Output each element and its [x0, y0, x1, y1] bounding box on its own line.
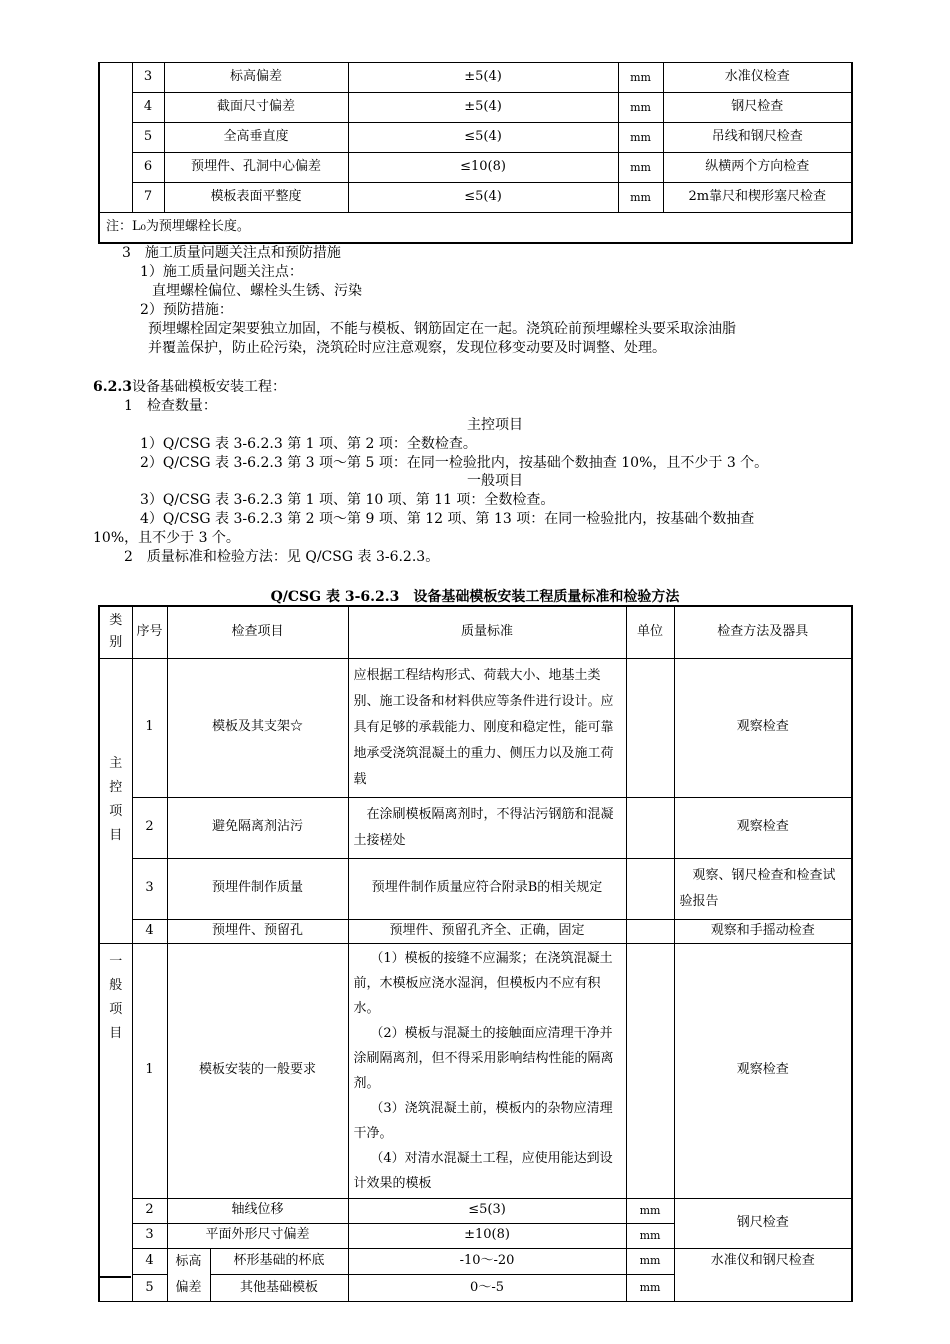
row-no: 1 [132, 943, 167, 1198]
row-method: 观察检查 [674, 943, 852, 1198]
row-method: 钢尺检查 [674, 1198, 852, 1248]
row-method: 2m靠尺和楔形塞尺检查 [663, 183, 852, 213]
section-title-text: 设备基础模板安装工程： [131, 379, 286, 395]
row-method: 观察检查 [674, 658, 852, 797]
row-unit: mm [618, 123, 663, 153]
check-line: 2）Q/CSG 表 3-6.2.3 第 3 项～第 5 项：在同一检验批内，按基础个数抽查 10%，且不少于 3 个。 [140, 455, 769, 471]
elevation-label [167, 1248, 210, 1301]
row-unit [626, 658, 674, 797]
note-row [99, 213, 852, 243]
general-items-label: 一般项目 [467, 473, 523, 489]
section-title [93, 378, 286, 396]
row-standard: ≤5(4) [348, 123, 618, 153]
row-standard: ≤5(3) [348, 1198, 626, 1223]
row-standard: ≤5(4) [348, 183, 618, 213]
check-qty-heading: 1 检查数量： [124, 398, 217, 414]
row-no: 4 [132, 93, 164, 123]
row-no: 3 [132, 1223, 167, 1248]
category-cell [99, 63, 132, 213]
row-standard: 在涂刷模板隔离剂时，不得沾污钢筋和混凝土接槎处 [348, 797, 626, 858]
row-no: 6 [132, 153, 164, 183]
table-row [99, 153, 852, 183]
main-items-label: 主控项目 [467, 417, 523, 433]
row-item: 模板安装的一般要求 [167, 943, 348, 1198]
standard-paragraph: （4）对清水混凝土工程，应使用能达到设计效果的模板 [353, 1150, 613, 1191]
check-line: 3）Q/CSG 表 3-6.2.3 第 1 项、第 10 项、第 11 项：全数检查。 [140, 492, 555, 508]
standard-paragraph: （2）模板与混凝土的接触面应清理干净并涂刷隔离剂，但不得采用影响结构性能的隔离剂。 [353, 1025, 614, 1091]
row-method: 钢尺检查 [663, 93, 852, 123]
prevent-line: 并覆盖保护，防止砼污染，浇筑砼时应注意观察，发现位移变动要及时调整、处理。 [148, 340, 666, 356]
header-item: 检查项目 [167, 606, 348, 658]
row-standard: ±5(4) [348, 93, 618, 123]
header-method: 检查方法及器具 [674, 606, 852, 658]
row-unit [626, 919, 674, 943]
row-standard: 应根据工程结构形式、荷载大小、地基土类别、施工设备和材料供应等条件进行设计。应具有足够的承载能力、刚度和稳定性，能可靠地承受浇筑混凝土的重力、侧压力以及施工荷载 [348, 658, 626, 797]
row-no: 2 [132, 797, 167, 858]
standard-ref-line: 2 质量标准和检验方法：见 Q/CSG 表 3-6.2.3。 [124, 549, 440, 565]
table-row [99, 858, 852, 919]
row-standard: -10～-20 [348, 1248, 626, 1275]
row-no: 3 [132, 858, 167, 919]
row-standard: ≤10(8) [348, 153, 618, 183]
row-item: 避免隔离剂沾污 [167, 797, 348, 858]
check-line: 10%，且不少于 3 个。 [93, 530, 240, 546]
row-no: 5 [132, 123, 164, 153]
row-unit [626, 858, 674, 919]
table-header-row [99, 606, 852, 658]
main-table [98, 605, 853, 1302]
table-row [99, 1198, 852, 1223]
header-unit: 单位 [626, 606, 674, 658]
row-unit: mm [626, 1198, 674, 1223]
row-no: 5 [132, 1275, 167, 1302]
row-no: 4 [132, 1248, 167, 1275]
header-no: 序号 [132, 606, 167, 658]
row-method: 纵横两个方向检查 [663, 153, 852, 183]
row-unit: mm [626, 1275, 674, 1302]
row-item: 预埋件、预留孔 [167, 919, 348, 943]
concern-text: 直埋螺栓偏位、螺栓头生锈、污染 [152, 283, 362, 299]
row-method: 吊线和钢尺检查 [663, 123, 852, 153]
table-row [99, 919, 852, 943]
row-item: 预埋件制作质量 [167, 858, 348, 919]
row-unit [626, 797, 674, 858]
category-label: 主控项目 [109, 756, 123, 843]
table-row [99, 183, 852, 213]
row-method: 水准仪检查 [663, 63, 852, 93]
category-general [99, 943, 132, 1301]
table-row [99, 943, 852, 1198]
concern-title: 1）施工质量问题关注点： [140, 264, 303, 280]
row-sub-item: 杯形基础的杯底 [210, 1248, 348, 1275]
row-no: 4 [132, 919, 167, 943]
table-bottom-rule [98, 1276, 131, 1278]
category-label: 一般项目 [109, 953, 123, 1041]
row-standard: 预埋件制作质量应符合附录B的相关规定 [348, 858, 626, 919]
table-row [99, 123, 852, 153]
row-unit: mm [618, 183, 663, 213]
row-item: 截面尺寸偏差 [164, 93, 348, 123]
row-unit [626, 943, 674, 1198]
row-standard: ±5(4) [348, 63, 618, 93]
row-item: 模板表面平整度 [164, 183, 348, 213]
row-method: 观察、钢尺检查和检查试验报告 [674, 858, 852, 919]
elevation-label-text: 标高偏差 [175, 1253, 202, 1295]
top-table [98, 62, 853, 244]
row-sub-item: 其他基础模板 [210, 1275, 348, 1302]
row-item: 模板及其支架☆ [167, 658, 348, 797]
row-method: 观察检查 [674, 797, 852, 858]
row-unit: mm [626, 1248, 674, 1275]
category-main [99, 658, 132, 943]
prevent-title: 2）预防措施： [140, 302, 233, 318]
row-method: 观察和手摇动检查 [674, 919, 852, 943]
table-row [99, 1248, 852, 1275]
row-unit: mm [618, 153, 663, 183]
row-method: 水准仪和钢尺检查 [674, 1248, 852, 1301]
row-unit: mm [618, 93, 663, 123]
table-note: 注：L₀为预埋螺栓长度。 [99, 213, 852, 243]
standard-paragraph: （3）浇筑混凝土前，模板内的杂物应清理干净。 [353, 1100, 613, 1141]
row-standard-list [348, 943, 626, 1198]
table-row [99, 797, 852, 858]
table-row [99, 93, 852, 123]
row-standard: 预埋件、预留孔齐全、正确，固定 [348, 919, 626, 943]
row-no: 7 [132, 183, 164, 213]
row-unit: mm [618, 63, 663, 93]
row-no: 1 [132, 658, 167, 797]
row-unit: mm [626, 1223, 674, 1248]
row-standard: 0～-5 [348, 1275, 626, 1302]
row-standard: ±10(8) [348, 1223, 626, 1248]
table-row [99, 658, 852, 797]
header-category: 类别 [99, 606, 132, 658]
row-item: 全高垂直度 [164, 123, 348, 153]
row-no: 2 [132, 1198, 167, 1223]
standard-paragraph: （1）模板的接缝不应漏浆；在浇筑混凝土前，木模板应浇水湿润，但模板内不应有积水。 [353, 950, 613, 1016]
prevent-line: 预埋螺栓固定架要独立加固，不能与模板、钢筋固定在一起。浇筑砼前预埋螺栓头要采取涂油脂 [148, 321, 736, 337]
header-standard: 质量标准 [348, 606, 626, 658]
row-item: 平面外形尺寸偏差 [167, 1223, 348, 1248]
row-item: 预埋件、孔洞中心偏差 [164, 153, 348, 183]
row-item: 轴线位移 [167, 1198, 348, 1223]
table-caption: Q/CSG 表 3-6.2.3 设备基础模板安装工程质量标准和检验方法 [270, 589, 680, 605]
section-number: 6.2.3 [93, 379, 132, 395]
check-line: 4）Q/CSG 表 3-6.2.3 第 2 项～第 9 项、第 12 项、第 13 项：在同一检验批内，按基础个数抽查 [140, 511, 755, 527]
row-item: 标高偏差 [164, 63, 348, 93]
table-row [99, 63, 852, 93]
row-no: 3 [132, 63, 164, 93]
check-line: 1）Q/CSG 表 3-6.2.3 第 1 项、第 2 项：全数检查。 [140, 436, 477, 452]
section-heading: 3 施工质量问题关注点和预防措施 [122, 245, 341, 261]
